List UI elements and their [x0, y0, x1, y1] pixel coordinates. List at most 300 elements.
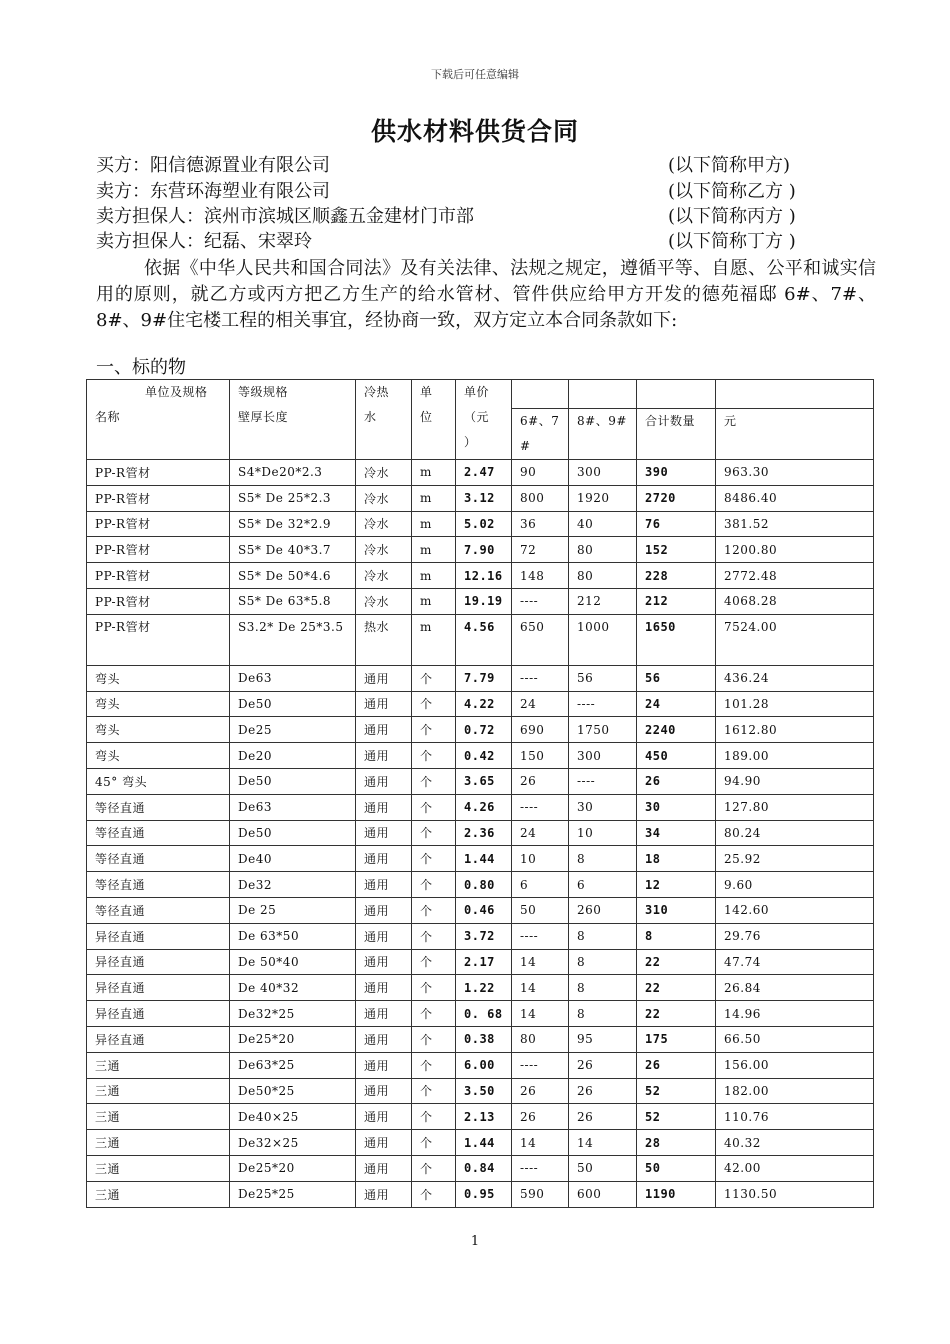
table-cell: 通用 — [356, 820, 412, 846]
table-row — [87, 614, 874, 665]
table-cell: 个 — [412, 768, 456, 794]
table-cell: 9.60 — [716, 872, 874, 898]
table-cell: PP-R管材 — [87, 588, 230, 614]
table-cell: 通用 — [356, 794, 412, 820]
table-header — [87, 380, 874, 460]
party-role: 卖方：东营环海塑业有限公司 — [96, 181, 330, 202]
table-cell: 127.80 — [716, 794, 874, 820]
table-cell: 通用 — [356, 1052, 412, 1078]
party-role: 卖方担保人：纪磊、宋翠玲 — [96, 231, 312, 252]
table-cell: m — [412, 460, 456, 486]
table-cell: De50 — [230, 691, 356, 717]
table-cell: ---- — [512, 794, 569, 820]
table-cell: 22 — [637, 949, 716, 975]
table-cell: 4.56 — [456, 614, 512, 665]
table-cell: 3.12 — [456, 485, 512, 511]
table-cell: m — [412, 563, 456, 589]
table-cell: 152 — [637, 537, 716, 563]
table-row — [87, 1001, 874, 1027]
table-cell: 冷水 — [356, 537, 412, 563]
table-cell: 0.72 — [456, 717, 512, 743]
table-cell: 个 — [412, 1104, 456, 1130]
table-cell: 42.00 — [716, 1155, 874, 1181]
table-cell: 148 — [512, 563, 569, 589]
table-cell: 24 — [512, 691, 569, 717]
header-text: 位 — [420, 410, 433, 424]
table-cell: 22 — [637, 975, 716, 1001]
table-row — [87, 949, 874, 975]
table-row — [87, 691, 874, 717]
table-cell: De 40*32 — [230, 975, 356, 1001]
table-cell: 个 — [412, 949, 456, 975]
table-cell: 个 — [412, 691, 456, 717]
table-cell: 2720 — [637, 485, 716, 511]
table-cell: 个 — [412, 1130, 456, 1156]
table-cell: De25*20 — [230, 1026, 356, 1052]
table-cell: 个 — [412, 820, 456, 846]
table-cell: De25*25 — [230, 1181, 356, 1207]
table-cell: 通用 — [356, 872, 412, 898]
table-row — [87, 1155, 874, 1181]
table-row — [87, 1052, 874, 1078]
table-cell: 弯头 — [87, 665, 230, 691]
header-price-cell — [456, 380, 512, 460]
table-row — [87, 1130, 874, 1156]
header-text: 等级规格 — [238, 385, 289, 399]
table-cell: 26 — [637, 1052, 716, 1078]
table-cell: 1920 — [569, 485, 637, 511]
table-cell: 3.50 — [456, 1078, 512, 1104]
table-cell: PP-R管材 — [87, 485, 230, 511]
table-cell: 个 — [412, 872, 456, 898]
table-cell: 228 — [637, 563, 716, 589]
table-cell: 3.72 — [456, 923, 512, 949]
table-cell: 弯头 — [87, 743, 230, 769]
table-cell: 95 — [569, 1026, 637, 1052]
table-cell: 异径直通 — [87, 1001, 230, 1027]
table-cell: 26 — [569, 1078, 637, 1104]
header-empty-cell — [637, 380, 716, 409]
table-cell: 450 — [637, 743, 716, 769]
table-cell: 40 — [569, 511, 637, 537]
table-cell: 50 — [569, 1155, 637, 1181]
table-cell: 通用 — [356, 665, 412, 691]
header-total-qty-cell — [637, 409, 716, 460]
header-text: 元 — [724, 414, 737, 428]
header-water-cell — [356, 380, 412, 460]
table-cell: 通用 — [356, 1130, 412, 1156]
table-cell: 个 — [412, 1001, 456, 1027]
table-cell: 通用 — [356, 975, 412, 1001]
table-cell: 14 — [512, 1130, 569, 1156]
table-row — [87, 820, 874, 846]
table-cell: 19.19 — [456, 588, 512, 614]
header-text: 合计数量 — [645, 414, 696, 428]
table-cell: De 63*50 — [230, 923, 356, 949]
table-cell: 10 — [569, 820, 637, 846]
table-cell: ---- — [512, 1155, 569, 1181]
table-cell: 1.22 — [456, 975, 512, 1001]
table-cell: 4.26 — [456, 794, 512, 820]
table-cell: 个 — [412, 1052, 456, 1078]
table-cell: 650 — [512, 614, 569, 665]
table-row — [87, 846, 874, 872]
table-cell: 8 — [569, 949, 637, 975]
document-title: 供水材料供货合同 — [370, 117, 579, 146]
table-cell: 三通 — [87, 1181, 230, 1207]
header-empty-cell — [512, 380, 569, 409]
table-cell: 4068.28 — [716, 588, 874, 614]
table-cell: 30 — [569, 794, 637, 820]
table-cell: 600 — [569, 1181, 637, 1207]
table-cell: S5* De 40*3.7 — [230, 537, 356, 563]
table-cell: 1650 — [637, 614, 716, 665]
header-text: （元 — [464, 410, 490, 424]
table-cell: 2.17 — [456, 949, 512, 975]
party-guarantor-company — [96, 205, 856, 229]
table-cell: 异径直通 — [87, 1026, 230, 1052]
table-cell: 14 — [512, 949, 569, 975]
table-cell: S4*De20*2.3 — [230, 460, 356, 486]
table-cell: 0. 68 — [456, 1001, 512, 1027]
table-cell: 66.50 — [716, 1026, 874, 1052]
table-cell: 异径直通 — [87, 923, 230, 949]
table-cell: De40 — [230, 846, 356, 872]
table-cell: 7.79 — [456, 665, 512, 691]
table-cell: 个 — [412, 1078, 456, 1104]
table-cell: 26.84 — [716, 975, 874, 1001]
table-cell: 0.80 — [456, 872, 512, 898]
table-cell: 等径直通 — [87, 794, 230, 820]
table-cell: 175 — [637, 1026, 716, 1052]
table-row — [87, 588, 874, 614]
table-cell: De50*25 — [230, 1078, 356, 1104]
table-cell: m — [412, 485, 456, 511]
table-cell: 通用 — [356, 1078, 412, 1104]
table-cell: PP-R管材 — [87, 537, 230, 563]
table-cell: 101.28 — [716, 691, 874, 717]
table-cell: 310 — [637, 897, 716, 923]
table-cell: 等径直通 — [87, 872, 230, 898]
header-text: 水 — [364, 410, 377, 424]
table-row — [87, 923, 874, 949]
table-cell: 冷水 — [356, 588, 412, 614]
table-row — [87, 743, 874, 769]
table-cell: 三通 — [87, 1052, 230, 1078]
table-cell: 通用 — [356, 768, 412, 794]
table-cell: ---- — [569, 768, 637, 794]
table-cell: 182.00 — [716, 1078, 874, 1104]
table-row — [87, 897, 874, 923]
table-cell: 14.96 — [716, 1001, 874, 1027]
table-cell: 个 — [412, 975, 456, 1001]
party-abbr: (以下简称丙方 ) — [668, 206, 796, 227]
table-cell: De63*25 — [230, 1052, 356, 1078]
table-row — [87, 1078, 874, 1104]
table-cell: 异径直通 — [87, 975, 230, 1001]
table-cell: 通用 — [356, 1026, 412, 1052]
header-text: 壁厚长度 — [238, 410, 289, 424]
header-empty-cell — [716, 380, 874, 409]
table-cell: 47.74 — [716, 949, 874, 975]
header-text: 单价 — [464, 385, 490, 399]
table-row — [87, 563, 874, 589]
table-cell: 80 — [569, 563, 637, 589]
table-cell: 30 — [637, 794, 716, 820]
table-cell: 1000 — [569, 614, 637, 665]
table-cell: 22 — [637, 1001, 716, 1027]
header-building-89-cell — [569, 409, 637, 460]
table-cell: 50 — [512, 897, 569, 923]
header-text: 单位及规格 — [145, 385, 208, 399]
table-cell: 个 — [412, 1026, 456, 1052]
table-cell: 4.22 — [456, 691, 512, 717]
table-row — [87, 460, 874, 486]
table-cell: De63 — [230, 665, 356, 691]
table-cell: 1750 — [569, 717, 637, 743]
table-row — [87, 717, 874, 743]
table-cell: 通用 — [356, 717, 412, 743]
table-cell: S3.2* De 25*3.5 — [230, 614, 356, 665]
table-cell: 通用 — [356, 691, 412, 717]
table-cell: 通用 — [356, 1104, 412, 1130]
table-cell: 三通 — [87, 1155, 230, 1181]
table-cell: 5.02 — [456, 511, 512, 537]
header-spec-cell — [230, 380, 356, 460]
table-cell: 6 — [569, 872, 637, 898]
table-cell: 通用 — [356, 923, 412, 949]
header-name-cell — [87, 380, 230, 460]
table-cell: m — [412, 614, 456, 665]
table-cell: 0.42 — [456, 743, 512, 769]
table-cell: 通用 — [356, 949, 412, 975]
table-cell: 1612.80 — [716, 717, 874, 743]
table-cell: De32*25 — [230, 1001, 356, 1027]
table-cell: 45° 弯头 — [87, 768, 230, 794]
table-cell: 个 — [412, 665, 456, 691]
table-cell: 390 — [637, 460, 716, 486]
table-cell: 冷水 — [356, 460, 412, 486]
table-cell: 56 — [569, 665, 637, 691]
table-cell: 1190 — [637, 1181, 716, 1207]
table-cell: 14 — [569, 1130, 637, 1156]
table-cell: 2.13 — [456, 1104, 512, 1130]
table-cell: 142.60 — [716, 897, 874, 923]
party-guarantor-persons — [96, 230, 856, 254]
table-cell: 3.65 — [456, 768, 512, 794]
table-cell: 个 — [412, 794, 456, 820]
party-buyer — [96, 154, 856, 178]
table-cell: De63 — [230, 794, 356, 820]
table-cell: 18 — [637, 846, 716, 872]
table-cell: 52 — [637, 1078, 716, 1104]
header-text: ） — [464, 435, 477, 449]
table-cell: ---- — [512, 588, 569, 614]
table-cell: 弯头 — [87, 691, 230, 717]
table-cell: 8 — [569, 1001, 637, 1027]
table-cell: m — [412, 588, 456, 614]
table-cell: 6 — [512, 872, 569, 898]
table-cell: 等径直通 — [87, 897, 230, 923]
table-cell: De 25 — [230, 897, 356, 923]
table-cell: 26 — [512, 1078, 569, 1104]
table-cell: 36 — [512, 511, 569, 537]
table-row — [87, 511, 874, 537]
party-abbr: (以下简称甲方) — [668, 155, 791, 176]
header-empty-cell — [569, 380, 637, 409]
table-cell: 7.90 — [456, 537, 512, 563]
table-cell: 80 — [512, 1026, 569, 1052]
table-cell: 14 — [512, 1001, 569, 1027]
table-row — [87, 1026, 874, 1052]
table-cell: S5* De 25*2.3 — [230, 485, 356, 511]
table-cell: 2.47 — [456, 460, 512, 486]
table-cell: 个 — [412, 897, 456, 923]
table-cell: 7524.00 — [716, 614, 874, 665]
table-cell: 0.46 — [456, 897, 512, 923]
table-cell: 1130.50 — [716, 1181, 874, 1207]
table-cell: 等径直通 — [87, 820, 230, 846]
table-row — [87, 1181, 874, 1207]
table-cell: De 50*40 — [230, 949, 356, 975]
table-cell: PP-R管材 — [87, 614, 230, 665]
table-cell: 800 — [512, 485, 569, 511]
table-cell: De25*20 — [230, 1155, 356, 1181]
table-row — [87, 872, 874, 898]
table-cell: 963.30 — [716, 460, 874, 486]
table-cell: 26 — [637, 768, 716, 794]
table-cell: 通用 — [356, 1181, 412, 1207]
intro-paragraph: 依据《中华人民共和国合同法》及有关法律、法规之规定，遵循平等、自愿、公平和诚实信用的原则，就乙方或丙方把乙方生产的给水管材、管件供应给甲方开发的德苑福邸 6#、7#、8#、9#住宅楼工程的相关事宜，经协商一致，双方定立本合同条款如下: — [96, 258, 876, 331]
table-cell: 260 — [569, 897, 637, 923]
table-cell: 个 — [412, 743, 456, 769]
table-cell: 三通 — [87, 1130, 230, 1156]
table-cell: 12 — [637, 872, 716, 898]
table-cell: De40×25 — [230, 1104, 356, 1130]
section-title: 一、标的物 — [96, 357, 186, 378]
header-unit-cell — [412, 380, 456, 460]
table-cell: 0.38 — [456, 1026, 512, 1052]
table-cell: 个 — [412, 1181, 456, 1207]
table-cell: 2.36 — [456, 820, 512, 846]
table-row — [87, 975, 874, 1001]
table-cell: 300 — [569, 460, 637, 486]
table-cell: 90 — [512, 460, 569, 486]
table-cell: 个 — [412, 846, 456, 872]
table-cell: 8 — [569, 846, 637, 872]
table-cell: 8486.40 — [716, 485, 874, 511]
table-cell: 76 — [637, 511, 716, 537]
table-cell: ---- — [512, 923, 569, 949]
table-cell: 436.24 — [716, 665, 874, 691]
header-text: 6#、7 — [520, 414, 560, 428]
table-row — [87, 794, 874, 820]
header-text: # — [520, 439, 531, 453]
table-cell: 72 — [512, 537, 569, 563]
table-cell: 212 — [637, 588, 716, 614]
table-cell: 590 — [512, 1181, 569, 1207]
table-cell: 10 — [512, 846, 569, 872]
table-cell: m — [412, 537, 456, 563]
table-cell: 8 — [637, 923, 716, 949]
table-cell: 26 — [569, 1052, 637, 1078]
table-cell: 1200.80 — [716, 537, 874, 563]
table-body — [87, 460, 874, 1208]
header-building-67-cell — [512, 409, 569, 460]
header-amount-cell — [716, 409, 874, 460]
table-cell: De50 — [230, 820, 356, 846]
table-cell: 通用 — [356, 897, 412, 923]
table-cell: 异径直通 — [87, 949, 230, 975]
table-cell: 80.24 — [716, 820, 874, 846]
header-text: 冷热 — [364, 385, 390, 399]
table-cell: ---- — [512, 1052, 569, 1078]
table-cell: 三通 — [87, 1104, 230, 1130]
table-cell: 381.52 — [716, 511, 874, 537]
table-row — [87, 537, 874, 563]
party-seller — [96, 180, 856, 204]
table-cell: De32 — [230, 872, 356, 898]
table-cell: 个 — [412, 717, 456, 743]
table-cell: 24 — [637, 691, 716, 717]
table-cell: 300 — [569, 743, 637, 769]
header-text: 单 — [420, 385, 433, 399]
table-cell: 110.76 — [716, 1104, 874, 1130]
table-cell: 14 — [512, 975, 569, 1001]
table-cell: 0.84 — [456, 1155, 512, 1181]
table-cell: 34 — [637, 820, 716, 846]
table-cell: 通用 — [356, 743, 412, 769]
table-cell: 1.44 — [456, 846, 512, 872]
table-cell: 个 — [412, 923, 456, 949]
table-row — [87, 665, 874, 691]
table-cell: 52 — [637, 1104, 716, 1130]
table-cell: 冷水 — [356, 563, 412, 589]
table-cell: S5* De 63*5.8 — [230, 588, 356, 614]
party-role: 卖方担保人：滨州市滨城区顺鑫五金建材门市部 — [96, 206, 474, 227]
table-cell: 12.16 — [456, 563, 512, 589]
table-cell: 29.76 — [716, 923, 874, 949]
header-text: 8#、9# — [577, 414, 627, 428]
table-cell: 通用 — [356, 1001, 412, 1027]
table-cell: 2772.48 — [716, 563, 874, 589]
materials-table — [86, 379, 874, 1208]
table-cell: 1.44 — [456, 1130, 512, 1156]
page-number: 1 — [470, 1234, 480, 1249]
table-cell: S5* De 32*2.9 — [230, 511, 356, 537]
table-cell: 2240 — [637, 717, 716, 743]
table-cell: PP-R管材 — [87, 563, 230, 589]
table-cell: 28 — [637, 1130, 716, 1156]
table-cell: 6.00 — [456, 1052, 512, 1078]
table-cell: 三通 — [87, 1078, 230, 1104]
table-cell: 40.32 — [716, 1130, 874, 1156]
table-cell: 94.90 — [716, 768, 874, 794]
table-cell: De50 — [230, 768, 356, 794]
table-cell: 80 — [569, 537, 637, 563]
party-abbr: (以下简称丁方 ) — [668, 231, 796, 252]
table-cell: 56 — [637, 665, 716, 691]
table-row — [87, 768, 874, 794]
header-note: 下载后可任意编辑 — [431, 68, 519, 81]
table-cell: m — [412, 511, 456, 537]
table-cell: ---- — [512, 665, 569, 691]
table-cell: 8 — [569, 975, 637, 1001]
table-row — [87, 1104, 874, 1130]
table-cell: 50 — [637, 1155, 716, 1181]
table-cell: 冷水 — [356, 485, 412, 511]
table-cell: 25.92 — [716, 846, 874, 872]
